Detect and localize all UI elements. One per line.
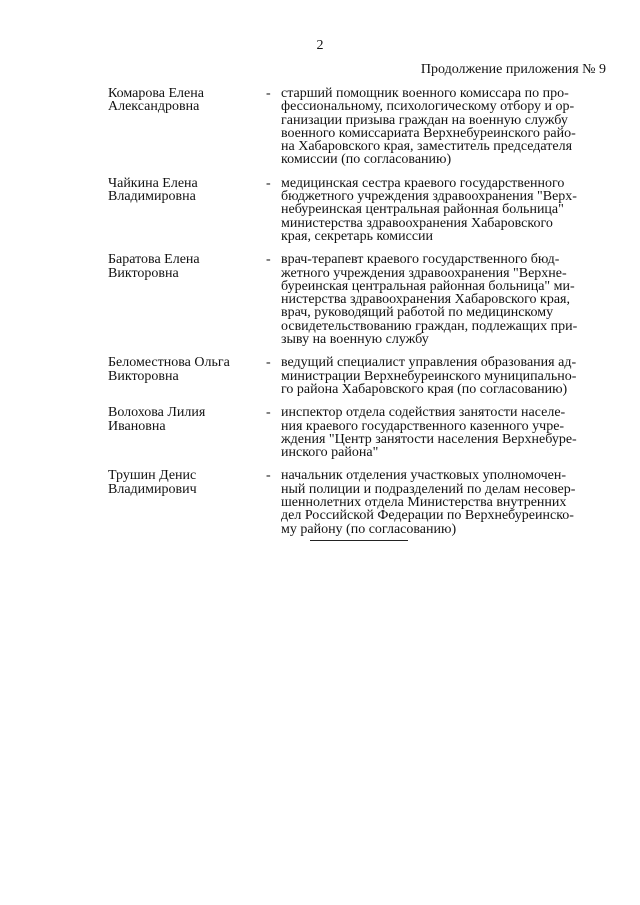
commission-members-list — [108, 87, 608, 546]
member-dash: - — [266, 175, 271, 191]
end-of-document-rule — [310, 540, 408, 541]
member-name: Чайкина Елена Владимировна — [108, 175, 198, 205]
member-entry — [108, 469, 608, 535]
member-name: Трушин Денис Владимирович — [108, 468, 197, 497]
member-role: медицинская сестра краевого государственного бюджетного учреждения здравоохранения "Верх- небуреинская центральная районная больница" министерства здравоохранения Хабаровского края, секретарь комиссии — [281, 175, 577, 244]
member-name: Комарова Елена Александровна — [108, 86, 204, 115]
member-entry — [108, 356, 608, 396]
member-role: врач-терапевт краевого государственного бюд- жетного учреждения здравоохранения "Верхне- буреинская центральная районная больница" ми- нистерства здравоохранения Хабаровского края, врач, руководящий работой по медицинскому освидетельствованию граждан, подлежащих при- зыву на военную службу — [281, 252, 578, 348]
member-dash: - — [266, 355, 271, 371]
member-role: старший помощник военного комиссара по про- фессиональному, психологическому отбору и ор- ганизации призыва граждан на военную службу военного комиссариата Верхнебуреинского райо- на Хабаровского края, заместитель председателя комиссии (по согласованию) — [281, 86, 576, 168]
member-entry — [108, 406, 608, 459]
member-dash: - — [266, 405, 271, 421]
member-entry — [108, 253, 608, 346]
member-entry — [108, 87, 608, 167]
member-role: ведущий специалист управления образования ад- министрации Верхнебуреинского муниципально- го района Хабаровского края (по согласованию) — [281, 355, 577, 397]
member-entry — [108, 177, 608, 243]
member-role: начальник отделения участковых уполномочен- ный полиции и подразделений по делам несовер- шеннолетних отдела Министерства внутренних дел Российской Федерации по Верхнебуреинско- му району (по согласованию) — [281, 468, 576, 537]
member-dash: - — [266, 252, 271, 268]
member-role: инспектор отдела содействия занятости населе- ния краевого государственного казенного учре- ждения "Центр занятости населения Верхнебуре- инского района" — [281, 405, 577, 461]
member-name: Баратова Елена Викторовна — [108, 252, 200, 281]
appendix-continuation-label: Продолжение приложения № 9 — [420, 62, 606, 77]
member-dash: - — [266, 86, 271, 101]
page-number: 2 — [316, 38, 324, 53]
member-name: Волохова Лилия Ивановна — [108, 405, 206, 434]
member-name: Беломестнова Ольга Викторовна — [108, 355, 230, 384]
member-dash: - — [266, 468, 271, 484]
